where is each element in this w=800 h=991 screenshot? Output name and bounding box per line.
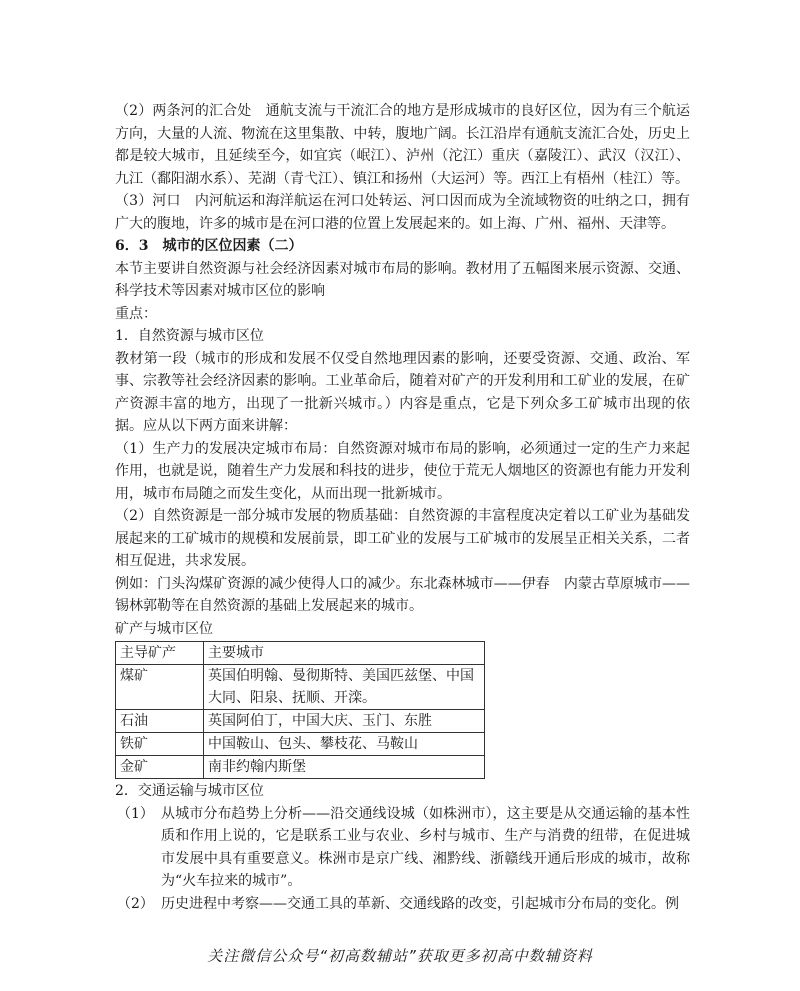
paragraph-example: 例如：门头沟煤矿资源的减少使得人口的减少。东北森林城市——伊春 内蒙古草原城市——锡林郭勒等在自然资源的基础上发展起来的城市。 — [115, 575, 690, 614]
list-item-number: （2） — [117, 895, 154, 912]
list-item-text: 历史进程中考察——交通工具的革新、交通线路的改变，引起城市分布局的变化。例 — [161, 895, 679, 912]
footer-note: 关注微信公众号“初高数辅站”获取更多初高中数辅资料 — [207, 947, 593, 965]
list-item — [115, 893, 690, 916]
minerals-cities-table — [115, 641, 485, 779]
list-item-number: （1） — [117, 805, 154, 822]
subheading-transportation: 2．交通运输与城市区位 — [115, 783, 264, 799]
table-cell-cities: 英国阿伯丁，中国大庆、玉门、东胜 — [204, 710, 485, 733]
table-header-cell: 主导矿产 — [116, 642, 204, 665]
table-cell-cities: 南非约翰内斯堡 — [204, 756, 485, 779]
table-cell-mineral: 煤矿 — [116, 665, 204, 710]
table-cell-mineral: 石油 — [116, 710, 204, 733]
paragraph-confluence: （2）两条河的汇合处 通航支流与干流汇合的地方是形成城市的良好区位，因为有三个航运方向，大量的人流、物流在这里集散、中转，腹地广阔。长江沿岸有通航支流汇合处，历史上都是较大城市，且延续至今，如宜宾（岷江）、泸州（沱江）重庆（嘉陵江）、武汉（汉江）、九江（鄱阳湖水系）、芜湖（青弋江）、镇江和扬州（大运河）等。西江上有梧州（桂江）等。 — [115, 103, 690, 187]
list-item-text: 从城市分布趋势上分析——沿交通线设城（如株洲市），这主要是从交通运输的基本性质和作用上说的，它是联系工业与农业、乡村与城市、生产与消费的纽带，在促进城市发展中具有重要意义。株洲市是京广线、湘黔线、浙赣线开通后形成的城市，故称为“火车拉来的城市”。 — [161, 805, 690, 889]
document-body — [115, 100, 690, 915]
section-heading: 6．3 城市的区位因素（二） — [115, 238, 303, 254]
paragraph-textbook: 教材第一段（城市的形成和发展不仅受自然地理因素的影响，还要受资源、交通、政治、军事、宗教等社会经济因素的影响。工业革命后，随着对矿产的开发利用和工矿业的发展，在矿产资源丰富的地方，出现了一批新兴城市。）内容是重点，它是下列众多工矿城市出现的依据。应从以下两方面来讲解： — [115, 350, 690, 434]
table-caption: 矿产与城市区位 — [115, 620, 213, 637]
section-intro: 本节主要讲自然资源与社会经济因素对城市布局的影响。教材用了五幅图来展示资源、交通、科学技术等因素对城市区位的影响 — [115, 260, 690, 299]
paragraph-estuary: （3）河口 内河航运和海洋航运在河口处转运、河口因而成为全流域物资的吐纳之口，拥有广大的腹地，许多的城市是在河口港的位置上发展起来的。如上海、广州、福州、天津等。 — [115, 193, 690, 232]
table-row — [116, 756, 485, 779]
table-row — [116, 733, 485, 756]
table-cell-mineral: 铁矿 — [116, 733, 204, 756]
table-row — [116, 710, 485, 733]
table-row — [116, 665, 485, 710]
subheading-natural-resources: 1．自然资源与城市区位 — [115, 328, 264, 344]
key-points-label: 重点： — [115, 305, 157, 322]
paragraph-point-2: （2）自然资源是一部分城市发展的物质基础：自然资源的丰富程度决定着以工矿业为基础发展起来的工矿城市的规模和发展前景，即工矿业的发展与工矿城市的发展呈正相关关系，二者相互促进，共求发展。 — [115, 508, 690, 569]
table-header-row — [116, 642, 485, 665]
table-cell-cities: 中国鞍山、包头、攀枝花、马鞍山 — [204, 733, 485, 756]
table-cell-mineral: 金矿 — [116, 756, 204, 779]
paragraph-point-1: （1）生产力的发展决定城市布局：自然资源对城市布局的影响，必须通过一定的生产力来起作用，也就是说，随着生产力发展和科技的进步，使位于荒无人烟地区的资源也有能力开发利用，城市布局随之而发生变化，从而出现一批新城市。 — [115, 440, 690, 502]
table-cell-cities: 英国伯明翰、曼彻斯特、美国匹兹堡、中国大同、阳泉、抚顺、开滦。 — [204, 665, 485, 710]
table-header-cell: 主要城市 — [204, 642, 485, 665]
list-item — [115, 803, 690, 893]
